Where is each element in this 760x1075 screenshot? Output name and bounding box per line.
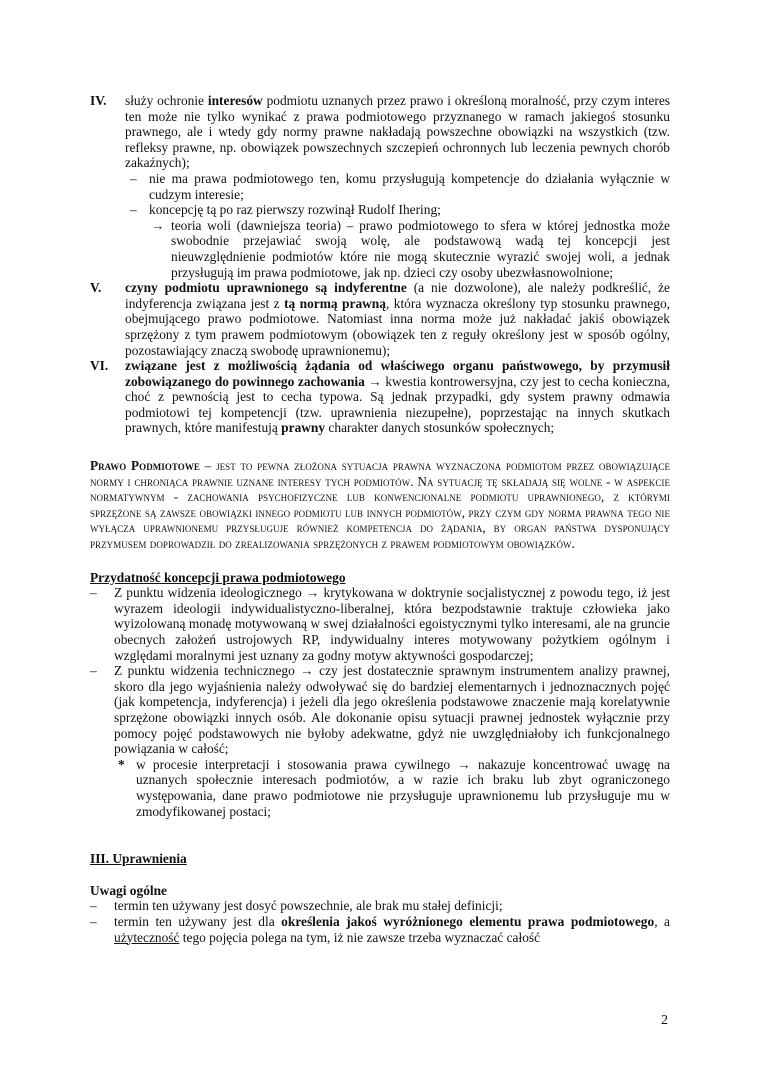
item-number: IV. bbox=[90, 93, 107, 108]
item-number: VI. bbox=[90, 358, 109, 374]
list-item: – termin ten używany jest dla określenia jakoś wyróżnionego elementu prawa podmiotowego, a użyteczność tego pojęcia polega na tym, iż nie zawsze trzeba wyznaczać całość bbox=[90, 913, 670, 945]
dash-bullet: – bbox=[130, 170, 137, 186]
list-item: – Z punktu widzenia technicznego → czy jest dostatecznie sprawnym instrumentem analizy prawnej, skoro dla jego wyjaśnienia należy odwoływać się do bardziej elementarnych i jednoznacznych pojęć (jak kompetencja, indyferencja) i jeżeli dla jego określenia podstawowe znaczenie mają korelatywnie sprzężone obowiązki innych osób. Ale dokonanie opisu sytuacji prawnej jednostek wyłącznie przy pomocy pojęć podstawowych nie byłoby adekwatne, gdyż nie uwzględniałoby ich funkcjonalnego powiązania w całość; bbox=[90, 663, 670, 757]
list-item-v: V. czyny podmiotu uprawnionego są indyferentne (a nie dozwolone), ale należy podkreślić, że indyferencja związana jest z tą normą prawną, która wyznacza określony typ stosunku prawnego, obejmującego prawo podmiotowe. Natomiast inna norma może już nakładać jakiś obowiązek sprzężony z tym prawem podmiotowym (obowiązek ten z reguły określony jest w sposób ogólny, pozostawiający znaczą swobodę uprawnionemu); bbox=[90, 280, 670, 358]
dash-bullet: – bbox=[90, 913, 97, 929]
dash-bullet: – bbox=[90, 898, 97, 914]
list-item: – termin ten używany jest dosyć powszechnie, ale brak mu stałej definicji; bbox=[90, 898, 503, 914]
dash-bullet: – bbox=[130, 202, 137, 218]
dash-bullet: – bbox=[90, 585, 97, 601]
chapter-heading: III. Uprawnienia bbox=[90, 851, 187, 867]
dash-bullet: – bbox=[90, 663, 97, 679]
item-number: V. bbox=[90, 280, 102, 296]
sub-list-item: * w procesie interpretacji i stosowania prawa cywilnego → nakazuje koncentrować uwagę na uznanych społecznie interesach podmiotów, a w razie ich braku lub zbyt ograniczonego występowania, dane prawo podmiotowe nie przysługuje uprawnionemu lub przysługuje mu w zmodyfikowanej postaci; bbox=[118, 756, 670, 819]
definition-paragraph: Prawo Podmiotowe – jest to pewna złożona sytuacja prawna wyznaczona podmiotom przez obowiązujące normy i chroniąca prawnie uznane interesy tych podmiotów. Na sytuację tę składają się wolne - w aspekcie normatywnym - zachowania psychofizyczne lub konwencjonalne podmiotu uprawnionego, z którymi sprzężone są zawsze obowiązki innego podmiotu lub innych podmiotów, przy czym gdy norma prawna tego nie wyłącza uprawnionemu przysługuje również kompetencja do żądania, by organ państwa dysponujący przymusem doprowadził do zrealizowania sprzężonych z prawem podmiotowym obowiązków. bbox=[90, 458, 671, 552]
list-item-vi: VI. związane jest z możliwością żądania od właściwego organu państwowego, by przymusił zobowiązanego do powinnego zachowania → kwestia kontrowersyjna, czy jest to cecha konieczna, choć z pewnością jest to cecha typowa. Są jednak przypadki, gdy system prawny odmawia podmiotowi tej kompetencji (tzw. uprawnienia niezupełne), poprzestając na innych skutkach prawnych, które manifestują prawny charakter danych stosunków społecznych; bbox=[90, 358, 670, 436]
page-number: 2 bbox=[661, 1013, 668, 1028]
sub-list-item: – koncepcję tą po raz pierwszy rozwinął Rudolf Ihering; bbox=[130, 202, 441, 218]
list-item: – Z punktu widzenia ideologicznego → krytykowana w doktrynie socjalistycznej z powodu tego, iż jest wyrazem ideologii indywidualistyczno-liberalnej, która bezpodstawnie traktuje człowieka jako wyizolowaną monadę motywowaną w swej działalności egoistycznymi tylko interesami, ale na gruncie obecnych założeń ustrojowych RP, indywidualny interes motywowany pożytkiem ogólnym i względami moralnymi jest uznany za godny motyw aktywności gospodarczej; bbox=[90, 585, 670, 663]
sub-sub-list-item: → teoria woli (dawniejsza teoria) – prawo podmiotowego to sfera w której jednostka może swobodnie przejawiać swoją wolę, ale podstawową wadą tej koncepcji jest nieuwzględnienie podmiotów które nie mogą skutecznie wyrazić swojej woli, a jednak przysługują im prawa podmiotowe, jak np. dzieci czy osoby ubezwłasnowolnione; bbox=[151, 217, 670, 280]
sub-list-item: – nie ma prawa podmiotowego ten, komu przysługują kompetencje do działania wyłącznie w cudzym interesie; bbox=[130, 170, 670, 202]
list-item-iv: IV. służy ochronie interesów podmiotu uznanych przez prawo i określoną moralność, przy czym interes ten może nie tylko wynikać z prawa podmiotowego przyznanego w ramach jakiegoś stosunku prawnego, ale i wtedy gdy normy prawne nakładają powszechne obowiązki na wszystkich (tzw. refleksy prawne, np. obowiązek powszechnych szczepień ochronnych lub leczenia pewnych chorób zakaźnych); bbox=[90, 93, 670, 171]
document-body bbox=[90, 93, 670, 945]
section-heading: Przydatność koncepcji prawa podmiotowego bbox=[90, 569, 346, 585]
subsection-heading: Uwagi ogólne bbox=[90, 882, 167, 898]
asterisk-bullet-icon: * bbox=[118, 756, 125, 772]
arrow-bullet-icon: → bbox=[151, 217, 165, 233]
